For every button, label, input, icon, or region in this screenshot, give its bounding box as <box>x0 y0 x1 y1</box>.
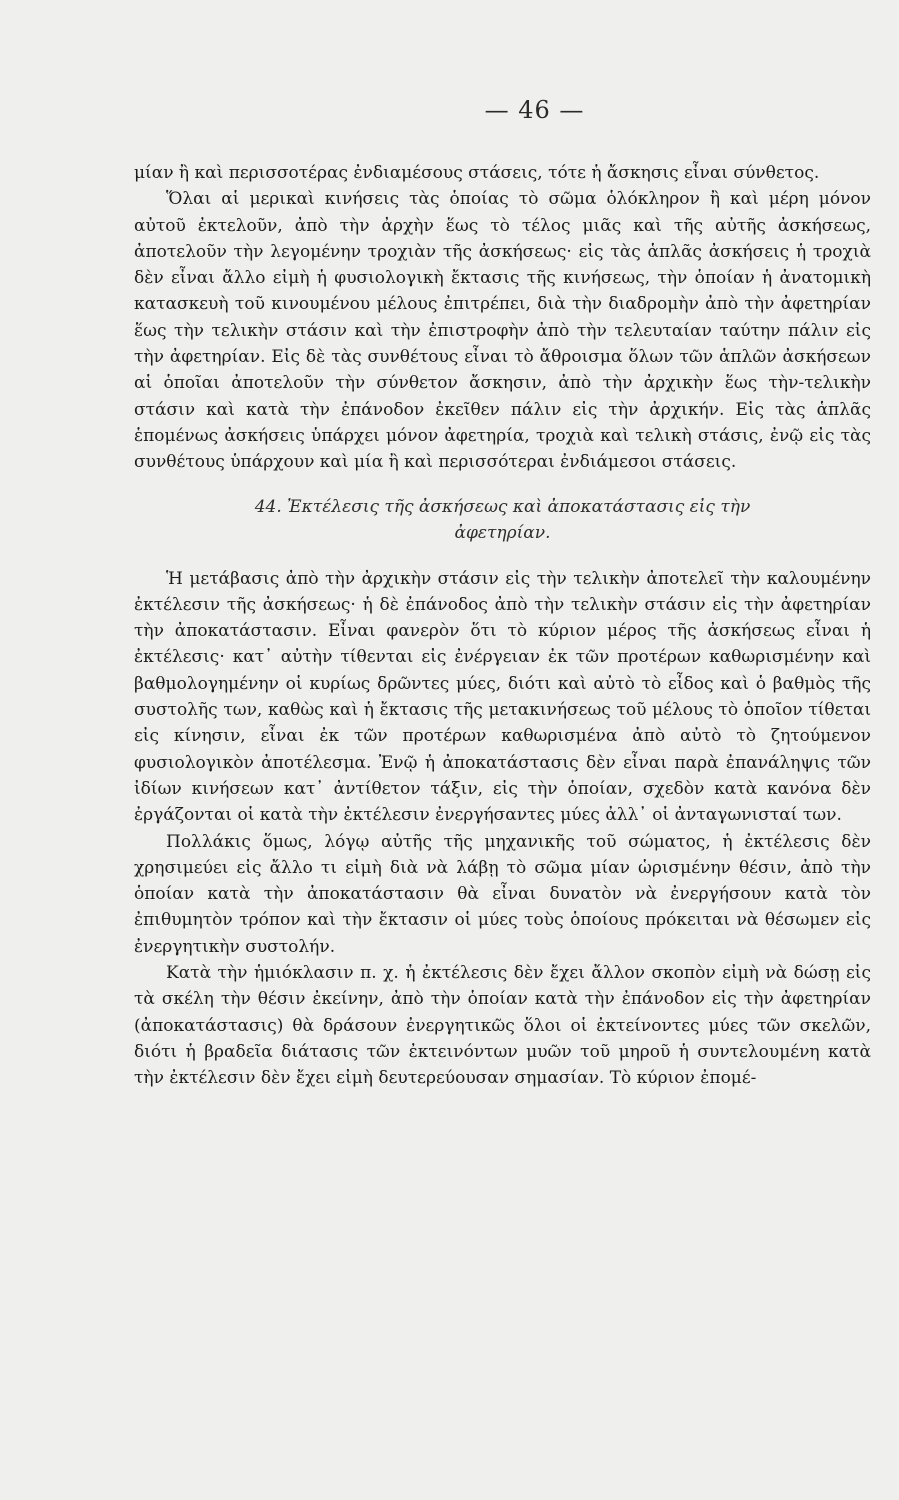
section-heading-line2: ἀφετηρίαν. <box>454 522 551 543</box>
page-number: — 46 — <box>484 96 585 124</box>
paragraph-trajectory: Ὅλαι αἱ μερικαὶ κινήσεις τὰς ὁποίας τὸ σῶμα ὁλόκληρον ἢ καὶ μέρη μόνον αὐτοῦ ἐκτελοῦν, ἀπὸ τὴν ἀρχὴν ἕως τὸ τέλος μιᾶς καὶ τῆς αὐτῆς ἀσκήσεως, ἀποτελοῦν τὴν λεγομένην τροχιὰν τῆς ἀσκήσεως· εἰς τὰς ἁπλᾶς ἀσκήσεις ἡ τροχιὰ δὲν εἶναι ἄλλο εἰμὴ ἡ φυσιολογικὴ ἔκτασις τῆς κινήσεως, τὴν ὁποίαν ἡ ἀνατομικὴ κατασκευὴ τοῦ κινουμένου μέλους ἐπιτρέπει, διὰ τὴν διαδρομὴν ἀπὸ τὴν ἀφετηρίαν ἕως τὴν τελικὴν στάσιν καὶ τὴν ἐπιστροφὴν ἀπὸ τὴν τελευταίαν ταύτην πάλιν εἰς τὴν ἀφετηρίαν. Εἰς δὲ τὰς συνθέτους εἶναι τὸ ἄθροισμα ὅλων τῶν ἁπλῶν ἀσκήσεων αἱ ὁποῖαι ἀποτελοῦν τὴν σύνθετον ἄσκησιν, ἀπὸ τὴν ἀρχικὴν ἕως τὴν-τελικὴν στάσιν καὶ κατὰ τὴν ἐπάνοδον ἐκεῖθεν πάλιν εἰς τὴν ἀρχικήν. Εἰς τὰς ἁπλᾶς ἑπομένως ἀσκήσεις ὑπάρχει μόνον ἀφετηρία, τροχιὰ καὶ τελικὴ στάσις, ἐνῷ εἰς τὰς συνθέτους ὑπάρχουν καὶ μία ἢ καὶ περισσότεραι ἐνδιάμεσοι στάσεις. <box>134 189 871 473</box>
paragraph-execution: Ἡ μετάβασις ἀπὸ τὴν ἀρχικὴν στάσιν εἰς τὴν τελικὴν ἀποτελεῖ τὴν καλουμένην ἐκτέλεσιν τῆς ἀσκήσεως· ἡ δὲ ἐπάνοδος ἀπὸ τὴν τελικὴν στάσιν εἰς τὴν ἀφετηρίαν τὴν ἀποκατάστασιν. Εἶναι φανερὸν ὅτι τὸ κύριον μέρος τῆς ἀσκήσεως εἶναι ἡ ἐκτέλεσις· κατ᾽ αὐτὴν τίθενται εἰς ἐνέργειαν ἐκ τῶν προτέρων καθωρισμένην καὶ βαθμολογημένην οἱ κυρίως δρῶντες μύες, διότι καὶ αὐτὸ τὸ εἶδος καὶ ὁ βαθμὸς τῆς συστολῆς των, καθὼς καὶ ἡ ἔκτασις τῆς μετακινήσεως τοῦ μέλους τὸ ὁποῖον τίθεται εἰς κίνησιν, εἶναι ἐκ τῶν προτέρων καθωρισμένα ἀπὸ αὐτὸ τὸ ζητούμενον φυσιολογικὸν ἀποτέλεσμα. Ἐνῷ ἡ ἀποκατάστασις δὲν εἶναι παρὰ ἐπανάληψις τῶν ἰδίων κινήσεων κατ᾽ ἀντίθετον τάξιν, εἰς τὴν ὁποίαν, σχεδὸν κατὰ κανόνα δὲν ἐργάζονται οἱ κατὰ τὴν ἐκτέλεσιν ἐνεργήσαντες μύες ἀλλ᾽ οἱ ἀνταγωνισταί των. <box>134 568 871 826</box>
paragraph-mechanics: Πολλάκις ὅμως, λόγῳ αὐτῆς τῆς μηχανικῆς τοῦ σώματος, ἡ ἐκτέλεσις δὲν χρησιμεύει εἰς ἄλλο τι εἰμὴ διὰ νὰ λάβῃ τὸ σῶμα μίαν ὡρισμένην θέσιν, ἀπὸ τὴν ὁποίαν κατὰ τὴν ἀποκατάστασιν θὰ εἶναι δυνατὸν νὰ ἐνεργήσουν κατὰ τὸν ἐπιθυμητὸν τρόπον καὶ τὴν ἔκτασιν οἱ μύες τοὺς ὁποίους πρόκειται νὰ θέσωμεν εἰς ἐνεργητικὴν συστολήν. <box>134 831 871 957</box>
section-heading-line1: 44. Ἐκτέλεσις τῆς ἀσκήσεως καὶ ἀποκατάστασις εἰς τὴν <box>254 496 751 517</box>
paragraph-continuation: μίαν ἢ καὶ περισσοτέρας ἐνδιαμέσους στάσεις, τότε ἡ ἄσκησις εἶναι σύνθετος. <box>134 163 820 183</box>
section-heading <box>134 494 871 546</box>
paragraph-half-squat: Κατὰ τὴν ἡμιόκλασιν π. χ. ἡ ἐκτέλεσις δὲν ἔχει ἄλλον σκοπὸν εἰμὴ νὰ δώσῃ εἰς τὰ σκέλη τὴν θέσιν ἐκείνην, ἀπὸ τὴν ὁποίαν κατὰ τὴν ἐπάνοδον εἰς τὴν ἀφετηρίαν (ἀποκατάστασις) θὰ δράσουν ἐνεργητικῶς ὅλοι οἱ ἐκτείνοντες μύες τῶν σκελῶν, διότι ἡ βραδεῖα διάτασις τῶν ἐκτεινόντων μυῶν τοῦ μηροῦ ἡ συντελουμένη κατὰ τὴν ἐκτέλεσιν δὲν ἔχει εἰμὴ δευτερεύουσαν σημασίαν. Τὸ κύριον ἐπομέ- <box>134 963 871 1089</box>
